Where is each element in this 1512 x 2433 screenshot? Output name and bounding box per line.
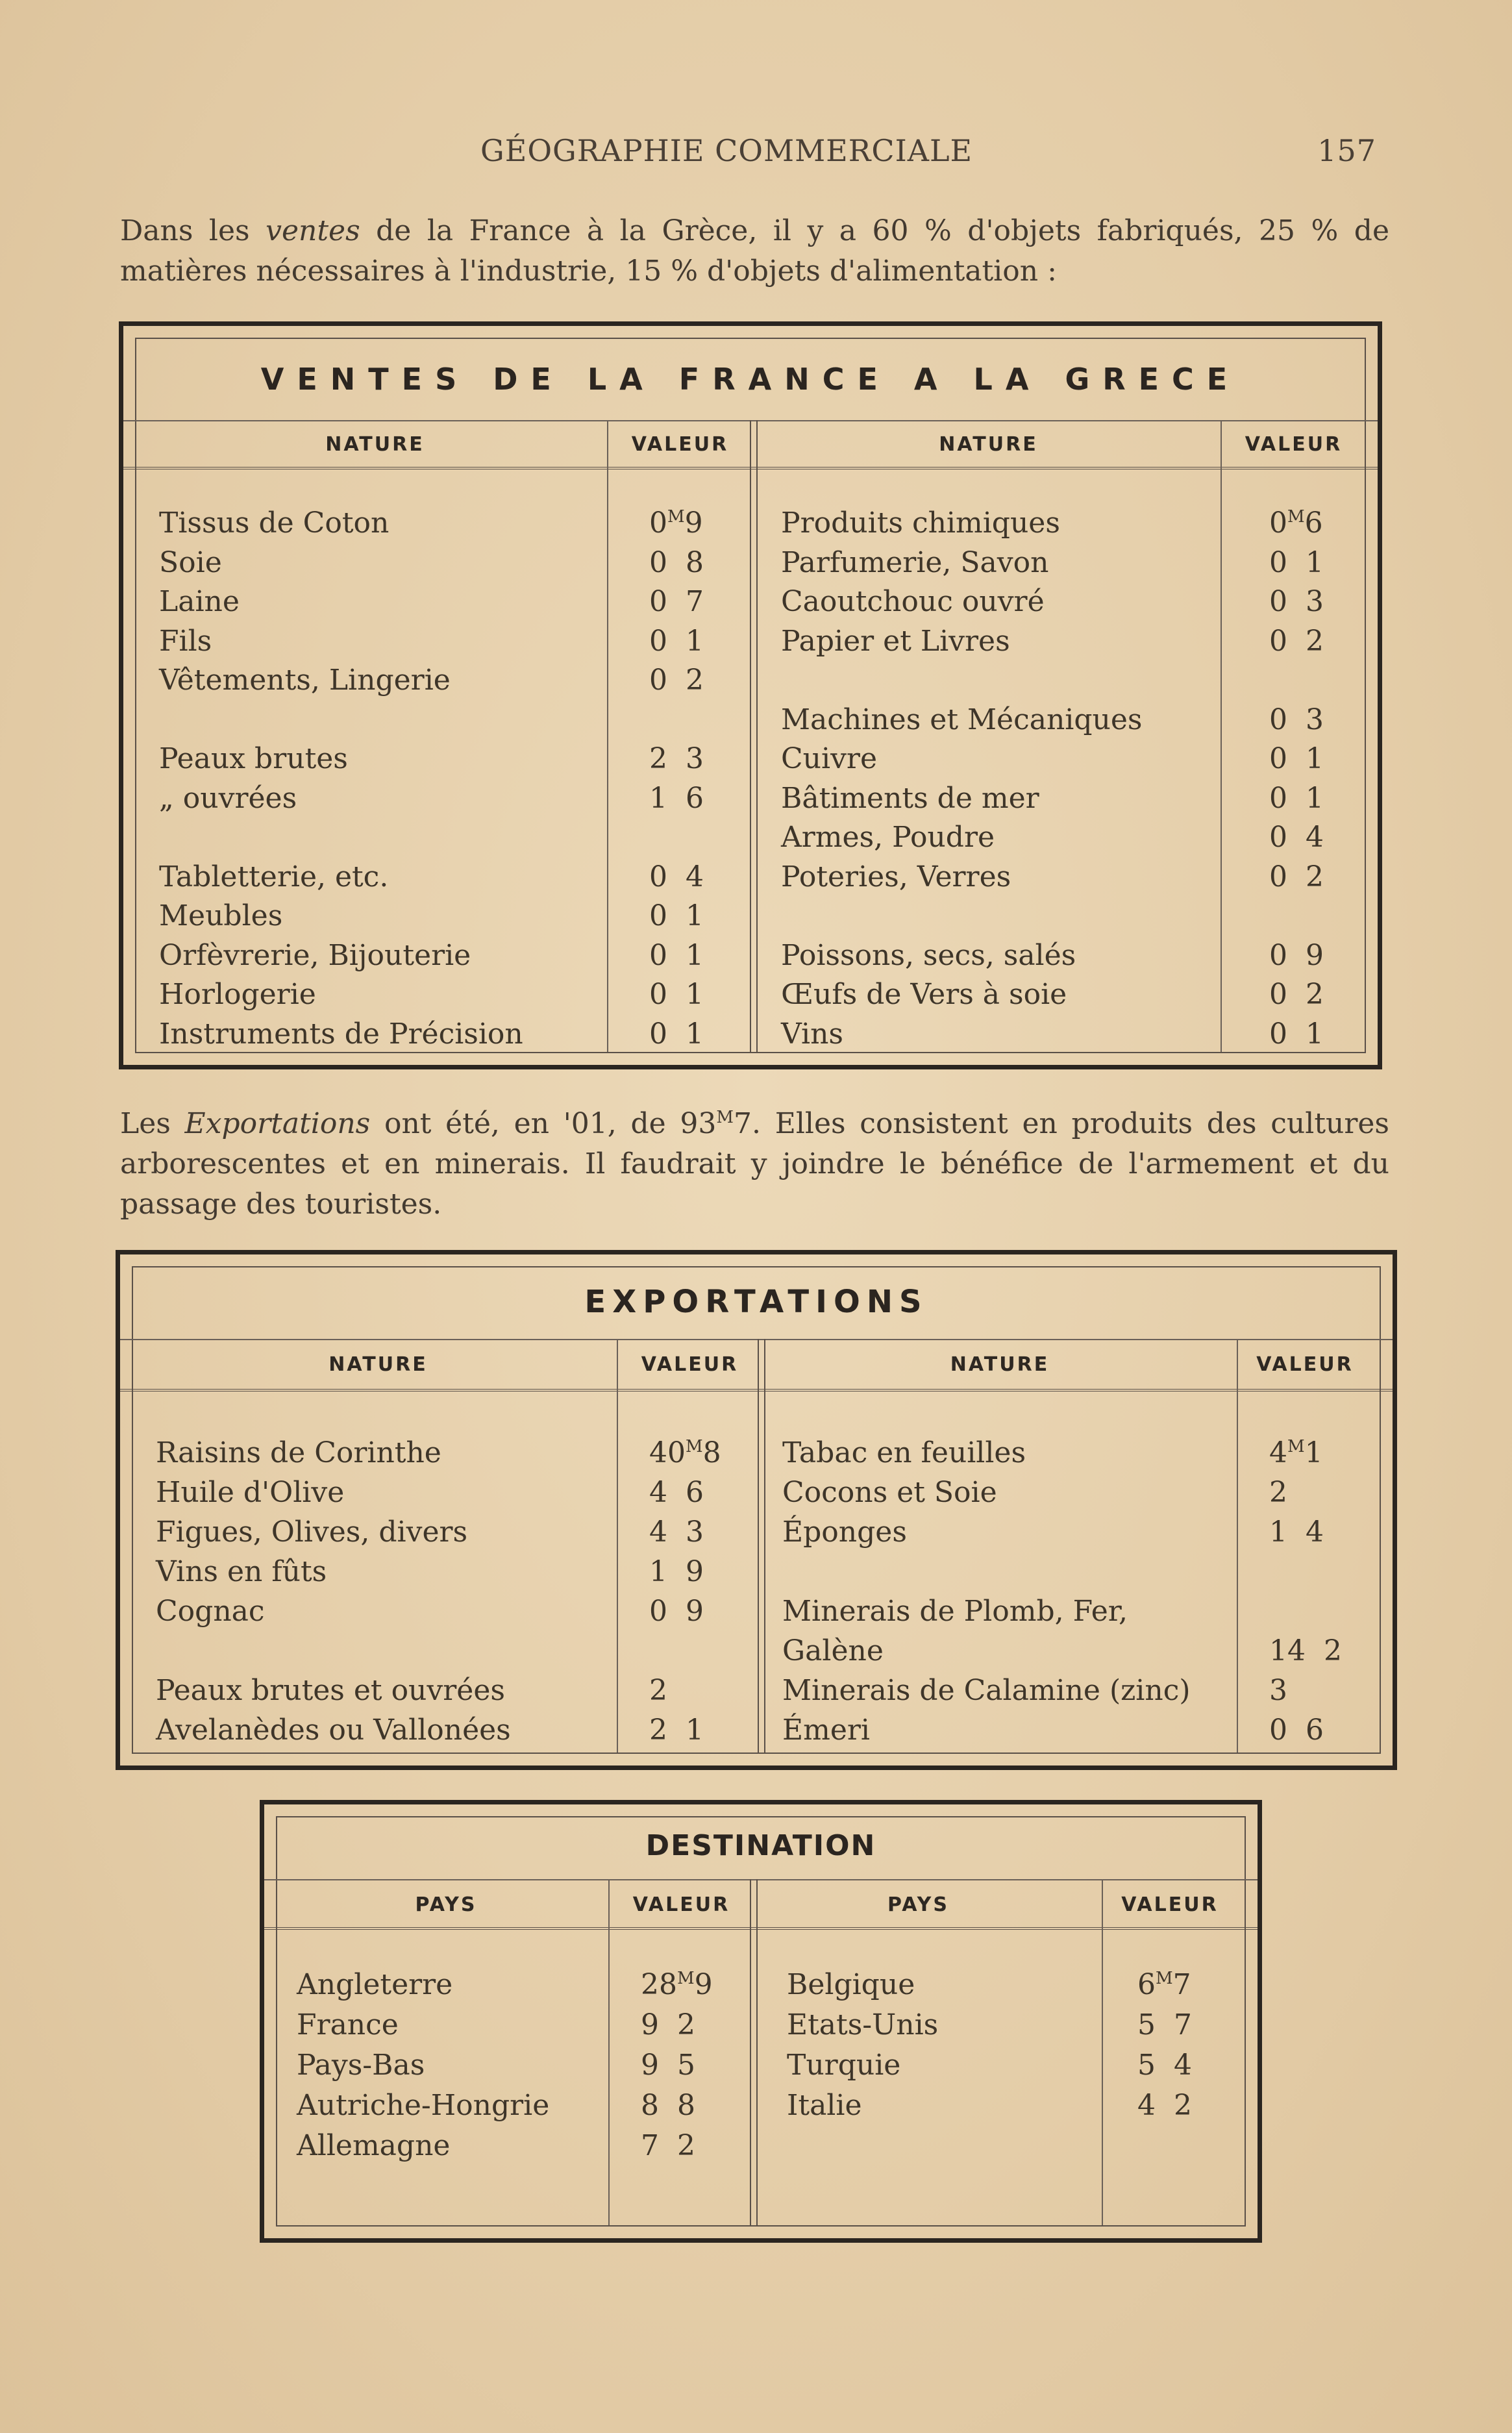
value-int: 0 <box>1269 742 1287 775</box>
ventes-table-title: VENTES DE LA FRANCE A LA GRECE <box>260 362 1241 397</box>
table-row-value <box>1269 546 1324 579</box>
table-row-label: Papier et Livres <box>781 624 1010 658</box>
table-row-label: Galène <box>782 1634 884 1667</box>
value-dec: 9 <box>685 1595 704 1628</box>
value-int: 0 <box>649 1595 667 1628</box>
table-row-value <box>649 664 704 697</box>
value-dec: 1 <box>685 899 704 932</box>
value-dec: 8 <box>685 545 704 579</box>
value-int: 1 <box>1269 1516 1287 1549</box>
value-int: 5 <box>1137 2008 1156 2041</box>
value-dec: 4 <box>1173 2049 1192 2082</box>
header-valeur-right: VALEUR <box>1256 1353 1354 1376</box>
value-int: 9 <box>641 2008 659 2041</box>
value-int: 4 <box>649 1476 667 1509</box>
table-row-value <box>1269 860 1324 893</box>
table-row-label: Minerais de Plomb, Fer, <box>782 1595 1128 1628</box>
table-row-value <box>641 2129 695 2162</box>
table-row-label: Parfumerie, Savon <box>781 545 1049 579</box>
value-dec: 4 <box>685 860 704 893</box>
table-row-label: Allemagne <box>297 2129 451 2162</box>
destination-header-row <box>264 1879 1258 1930</box>
exports-text-2: ont été, en '01, de 93 <box>370 1107 717 1140</box>
value-dec: 1 <box>685 978 704 1011</box>
table-row-label: Œufs de Vers à soie <box>781 978 1067 1011</box>
value-dec: 7 <box>1172 1968 1191 2001</box>
table-row-value <box>649 899 704 932</box>
table-row-label: Émeri <box>782 1714 870 1747</box>
value-dec: 6 <box>685 1476 704 1509</box>
value-int: 0 <box>1269 506 1287 540</box>
table-row-label: Orfèvrerie, Bijouterie <box>159 938 471 972</box>
table-row-label: Cuivre <box>781 742 878 775</box>
table-row-value <box>1269 506 1323 540</box>
table-row-label: Figues, Olives, divers <box>156 1516 468 1549</box>
header-valeur-left: VALEUR <box>641 1353 739 1376</box>
table-row-value <box>1137 2008 1192 2041</box>
table-row-value <box>1269 1436 1323 1469</box>
table-row-value <box>649 782 704 815</box>
value-int: 2 <box>1269 1476 1287 1509</box>
value-int: 0 <box>1269 1714 1287 1747</box>
value-dec: 1 <box>685 1017 704 1051</box>
value-dec: 4 <box>1305 821 1324 854</box>
value-dec: 1 <box>1305 545 1324 579</box>
table-row-label: Turquie <box>787 2049 901 2082</box>
table-row-label: Laine <box>159 585 240 618</box>
value-unit: M <box>1287 1437 1305 1456</box>
header-nature-left: NATURE <box>328 1353 428 1376</box>
value-dec: 9 <box>694 1968 713 2001</box>
table-row-label: Vêtements, Lingerie <box>159 664 451 697</box>
exports-text-3: 7. Elles consistent en produits des cultures arborescentes et en minerais. Il faudrait y joindre le bénéfice de l'armement et du passage des touristes. <box>120 1107 1389 1221</box>
header-valeur-left: VALEUR <box>632 1893 730 1916</box>
value-dec: 2 <box>1305 860 1324 893</box>
page-number: 157 <box>1317 133 1376 168</box>
intro-italic: ventes <box>266 214 360 247</box>
value-int: 0 <box>1269 860 1287 893</box>
table-row-value <box>649 978 704 1011</box>
value-int: 0 <box>649 938 667 972</box>
table-row-value <box>641 2089 695 2122</box>
table-row-label: „ ouvrées <box>159 781 297 815</box>
table-row-value <box>1137 1968 1191 2001</box>
header-nature-left: NATURE <box>325 433 425 456</box>
table-row-label: Meubles <box>159 899 283 932</box>
table-row-value <box>649 625 704 658</box>
value-int: 28 <box>641 1968 677 2001</box>
table-row-value <box>649 1595 704 1628</box>
value-unit: M <box>667 507 685 527</box>
table-row-value <box>649 1674 686 1707</box>
table-row-value <box>1269 821 1324 854</box>
table-row-label: Poissons, secs, salés <box>781 938 1076 972</box>
value-int: 0 <box>1269 938 1287 972</box>
value-unit: M <box>1156 1969 1173 1988</box>
value-int: 0 <box>649 860 667 893</box>
table-row-value <box>649 860 704 893</box>
table-row-value <box>641 2008 695 2041</box>
value-dec: 1 <box>685 624 704 658</box>
table-row-label: Raisins de Corinthe <box>156 1436 441 1469</box>
value-unit: M <box>686 1437 703 1456</box>
header-valeur-right: VALEUR <box>1245 433 1343 456</box>
intro-paragraph <box>120 211 1389 292</box>
table-row-value <box>1269 1476 1306 1509</box>
table-row-value <box>1269 742 1324 775</box>
exports-unit: M <box>716 1108 734 1127</box>
value-int: 8 <box>641 2089 659 2122</box>
header-nature-right: NATURE <box>939 433 1038 456</box>
table-row-value <box>641 1968 713 2001</box>
table-row-label: Cocons et Soie <box>782 1476 997 1509</box>
table-row-label: Tabletterie, etc. <box>159 860 389 893</box>
value-dec: 7 <box>1173 2008 1192 2041</box>
table-row-value <box>649 585 704 618</box>
value-dec: 1 <box>1305 1017 1324 1051</box>
value-dec: 3 <box>1305 585 1324 618</box>
value-int: 0 <box>649 664 667 697</box>
value-dec: 6 <box>1305 1714 1324 1747</box>
table-row-label: Tissus de Coton <box>159 506 390 540</box>
table-row-value <box>1269 703 1324 736</box>
table-row-value <box>1269 1674 1306 1707</box>
table-row-label: Belgique <box>787 1968 915 2001</box>
table-row-value <box>1269 585 1324 618</box>
value-int: 4 <box>1269 1436 1287 1469</box>
value-int: 0 <box>1269 978 1287 1011</box>
table-row-value <box>1269 782 1324 815</box>
value-int: 4 <box>649 1516 667 1549</box>
value-int: 2 <box>649 742 667 775</box>
table-row-label: Caoutchouc ouvré <box>781 585 1045 618</box>
value-unit: M <box>677 1969 695 1988</box>
value-dec: 1 <box>685 938 704 972</box>
value-int: 0 <box>1269 585 1287 618</box>
value-int: 5 <box>1137 2049 1156 2082</box>
intro-text-2: de la France à la Grèce, il y a 60 % d'objets fabriqués, 25 % de matières nécessaires à l'industrie, 15 % d'objets d'alimentation : <box>120 214 1390 288</box>
value-int: 0 <box>649 585 667 618</box>
table-row-label: Minerais de Calamine (zinc) <box>782 1674 1191 1707</box>
value-unit: M <box>1287 507 1305 527</box>
table-row-label: France <box>297 2008 399 2041</box>
value-int: 0 <box>649 506 667 540</box>
table-row-label: Pays-Bas <box>297 2049 425 2082</box>
table-row-value <box>649 1476 704 1509</box>
value-dec: 6 <box>685 781 704 815</box>
value-dec: 9 <box>1305 938 1324 972</box>
table-row-label: Fils <box>159 624 212 658</box>
table-row-value <box>649 742 704 775</box>
value-int: 0 <box>649 624 667 658</box>
table-row-value <box>1137 2049 1192 2082</box>
running-header <box>480 133 1376 168</box>
value-int: 0 <box>649 545 667 579</box>
table-row-value <box>649 1516 704 1549</box>
exports-text-1: Les <box>120 1107 185 1140</box>
table-row-label: Italie <box>787 2089 862 2122</box>
value-int: 2 <box>649 1674 667 1707</box>
value-int: 14 <box>1269 1634 1306 1667</box>
value-dec: 3 <box>685 1516 704 1549</box>
exportations-header-row <box>120 1339 1393 1391</box>
value-dec: 2 <box>1173 2089 1192 2122</box>
table-row-label: Angleterre <box>297 1968 453 2001</box>
table-row-value <box>649 1555 704 1588</box>
table-row-label: Vins en fûts <box>156 1555 327 1588</box>
table-row-value <box>641 2049 695 2082</box>
value-int: 0 <box>1269 821 1287 854</box>
table-row-value <box>649 1436 721 1469</box>
value-dec: 4 <box>1305 1516 1324 1549</box>
table-row-value <box>1137 2089 1192 2122</box>
table-row-label: Avelanèdes ou Vallonées <box>156 1714 511 1747</box>
value-dec: 1 <box>1304 1436 1323 1469</box>
table-row-value <box>1269 978 1324 1011</box>
table-row-label: Peaux brutes <box>159 742 348 775</box>
table-row-value <box>649 939 704 972</box>
value-int: 0 <box>1269 703 1287 736</box>
table-row-label: Tabac en feuilles <box>782 1436 1026 1469</box>
value-dec: 2 <box>1305 978 1324 1011</box>
value-int: 6 <box>1137 1968 1156 2001</box>
table-row-label: Horlogerie <box>159 978 316 1011</box>
value-int: 0 <box>1269 624 1287 658</box>
value-int: 7 <box>641 2129 659 2162</box>
destination-table-title: DESTINATION <box>645 1829 876 1862</box>
value-int: 3 <box>1269 1674 1287 1707</box>
value-dec: 2 <box>1305 624 1324 658</box>
page-header-title: GÉOGRAPHIE COMMERCIALE <box>480 133 973 168</box>
table-row-label: Huile d'Olive <box>156 1476 345 1509</box>
exports-italic: Exportations <box>184 1107 371 1140</box>
header-valeur-right: VALEUR <box>1121 1893 1219 1916</box>
value-int: 0 <box>1269 545 1287 579</box>
value-dec: 1 <box>685 1714 704 1747</box>
table-row-value <box>649 546 704 579</box>
table-row-label: Autriche-Hongrie <box>297 2089 550 2122</box>
table-row-label: Poteries, Verres <box>781 860 1011 893</box>
value-dec: 5 <box>676 2049 695 2082</box>
value-dec: 9 <box>685 1555 704 1588</box>
table-row-label: Cognac <box>156 1595 265 1628</box>
value-int: 40 <box>649 1436 686 1469</box>
ventes-table <box>119 321 1382 1069</box>
header-pays-right: PAYS <box>887 1893 949 1916</box>
value-int: 1 <box>649 781 667 815</box>
value-int: 0 <box>1269 1017 1287 1051</box>
table-row-label: Produits chimiques <box>781 506 1060 540</box>
value-dec: 6 <box>1304 506 1323 540</box>
value-int: 1 <box>649 1555 667 1588</box>
table-row-value <box>1269 1634 1342 1667</box>
value-int: 0 <box>649 978 667 1011</box>
value-dec: 8 <box>676 2089 695 2122</box>
value-dec: 2 <box>676 2008 695 2041</box>
value-int: 0 <box>649 1017 667 1051</box>
value-dec: 2 <box>1323 1634 1342 1667</box>
exportations-table-title: EXPORTATIONS <box>584 1284 928 1320</box>
value-dec: 3 <box>1305 703 1324 736</box>
value-dec: 8 <box>702 1436 721 1469</box>
table-row-value <box>649 506 703 540</box>
value-dec: 1 <box>1305 742 1324 775</box>
value-dec: 7 <box>685 585 704 618</box>
header-nature-right: NATURE <box>950 1353 1050 1376</box>
table-row-label: Machines et Mécaniques <box>781 703 1143 736</box>
table-row-label: Peaux brutes et ouvrées <box>156 1674 505 1707</box>
table-row-label: Bâtiments de mer <box>781 781 1039 815</box>
value-int: 4 <box>1137 2089 1156 2122</box>
exportations-table <box>116 1250 1397 1770</box>
table-row-value <box>1269 939 1324 972</box>
table-row-value <box>1269 625 1324 658</box>
value-dec: 1 <box>1305 781 1324 815</box>
table-row-label: Soie <box>159 545 222 579</box>
exports-paragraph <box>120 1097 1389 1225</box>
intro-text-1: Dans les <box>120 214 266 247</box>
table-row-value <box>1269 1714 1324 1747</box>
table-row-label: Éponges <box>782 1516 907 1549</box>
value-int: 0 <box>649 899 667 932</box>
table-row-label: Armes, Poudre <box>781 821 995 854</box>
value-dec: 2 <box>685 664 704 697</box>
table-row-value <box>649 1017 704 1051</box>
value-dec: 9 <box>684 506 703 540</box>
header-valeur-left: VALEUR <box>631 433 729 456</box>
table-row-value <box>649 1714 704 1747</box>
header-pays-left: PAYS <box>415 1893 477 1916</box>
value-int: 2 <box>649 1714 667 1747</box>
table-row-value <box>1269 1516 1324 1549</box>
value-int: 9 <box>641 2049 659 2082</box>
value-int: 0 <box>1269 781 1287 815</box>
table-row-label: Vins <box>781 1017 843 1051</box>
destination-table <box>260 1800 1262 2243</box>
value-dec: 3 <box>685 742 704 775</box>
table-row-label: Instruments de Précision <box>159 1017 523 1051</box>
table-row-label: Etats-Unis <box>787 2008 939 2041</box>
table-row-value <box>1269 1017 1324 1051</box>
value-dec: 2 <box>676 2129 695 2162</box>
